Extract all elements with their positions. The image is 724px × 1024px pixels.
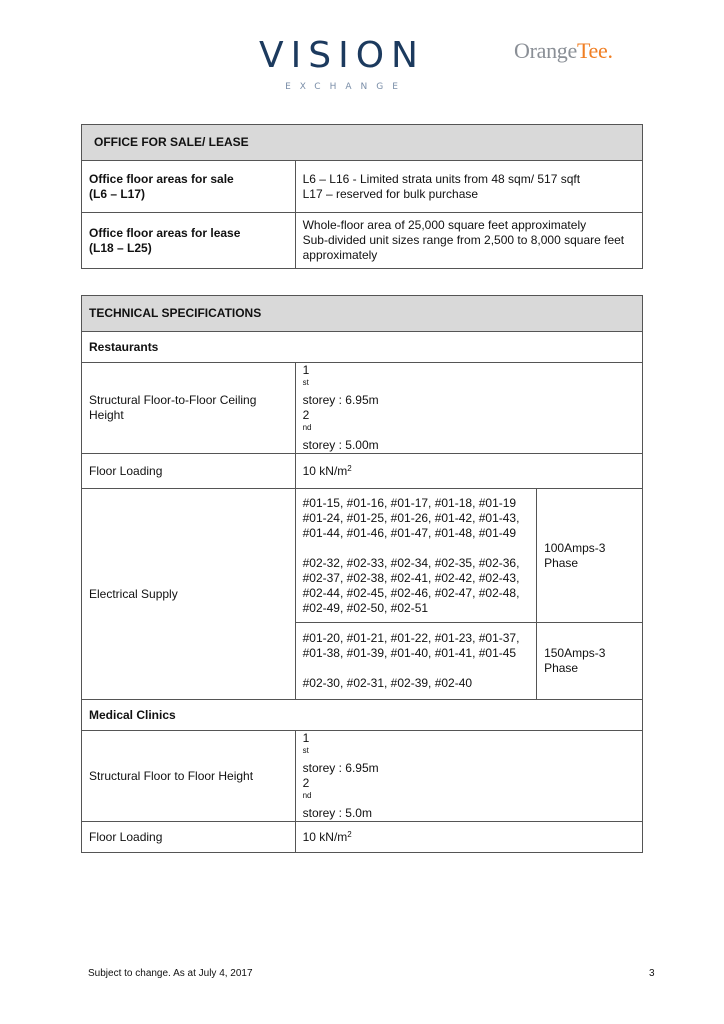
unit-list <box>295 489 536 623</box>
unit-line: #02-37, #02-38, #02-41, #02-42, #02-43, <box>302 570 520 585</box>
technical-specifications-table <box>81 295 643 853</box>
unit-list <box>295 623 536 700</box>
row-label <box>82 363 296 454</box>
table-row <box>82 822 643 853</box>
section-row <box>82 332 643 363</box>
label-line: Structural Floor-to-Floor Ceiling <box>89 393 257 407</box>
value-line: L6 – L16 - Limited strata units from 48 sqm/ 517 sqft <box>302 171 581 186</box>
unit-line: #01-15, #01-16, #01-17, #01-18, #01-19 <box>302 495 517 510</box>
section-title-restaurants: Restaurants <box>82 332 643 363</box>
row-label: Floor Loading <box>82 454 296 489</box>
vision-logo-wordmark: VISION <box>259 35 425 76</box>
amps-value: 150Amps-3 Phase <box>537 623 643 700</box>
section-row <box>82 700 643 731</box>
vision-exchange-logo <box>252 36 432 92</box>
amps-value: 100Amps-3 Phase <box>537 489 643 623</box>
storey-line: 1 $^{st}$ storey : 6.95m <box>302 363 379 407</box>
table-row <box>82 213 643 269</box>
value-line: approximately <box>302 248 378 262</box>
unit-line: #01-20, #01-21, #01-22, #01-23, #01-37, <box>302 631 520 645</box>
unit-line: #02-32, #02-33, #02-34, #02-35, #02-36, <box>302 555 520 570</box>
unit-line: #02-30, #02-31, #02-39, #02-40 <box>302 676 473 690</box>
storey-line: 1 $^{st}$ storey : 6.95m <box>302 731 379 775</box>
section-title-medical-clinics: Medical Clinics <box>82 700 643 731</box>
label-line: Office floor areas for lease <box>89 225 241 240</box>
storey-line: 2 $^{nd}$ storey : 5.00m <box>302 408 379 452</box>
value-line: L17 – reserved for bulk purchase <box>302 186 479 201</box>
unit-line: #01-38, #01-39, #01-40, #01-41, #01-45 <box>302 646 517 660</box>
value-line: Whole-floor area of 25,000 square feet approximately <box>302 218 587 232</box>
orangetee-logo-dot: . <box>607 38 613 63</box>
label-line: (L18 – L25) <box>89 240 152 255</box>
table-header-row <box>82 296 643 332</box>
table-row <box>82 363 643 454</box>
row-label <box>82 161 296 213</box>
row-value <box>295 161 642 213</box>
row-value: 10 $kN/m^2$ <box>295 822 642 853</box>
storey-line: 2 $^{nd}$ storey : 5.0m <box>302 776 372 820</box>
orangetee-logo-part2: Tee <box>576 38 608 63</box>
unit-line: #02-44, #02-45, #02-46, #02-47, #02-48, <box>302 585 520 600</box>
row-value <box>295 731 642 822</box>
row-label: Floor Loading <box>82 822 296 853</box>
label-line: Office floor areas for sale <box>89 171 234 186</box>
table-row <box>82 161 643 213</box>
label-line: Height <box>89 408 124 422</box>
vision-logo-subtitle: EXCHANGE <box>285 82 407 92</box>
office-table-title: OFFICE FOR SALE/ LEASE <box>82 125 643 161</box>
unit-line: #02-49, #02-50, #02-51 <box>302 600 429 615</box>
office-sale-lease-table <box>81 124 643 269</box>
row-value <box>295 213 642 269</box>
electrical-supply-label: Electrical Supply <box>82 489 296 700</box>
orangetee-logo <box>514 38 613 64</box>
value-line: Sub-divided unit sizes range from 2,500 to 8,000 square feet <box>302 233 625 247</box>
table-header-row <box>82 125 643 161</box>
orangetee-logo-part1: Orange <box>514 38 577 63</box>
table-row <box>82 489 643 623</box>
unit-line: #01-24, #01-25, #01-26, #01-42, #01-43, <box>302 510 520 525</box>
table-row <box>82 454 643 489</box>
page-number: 3 <box>649 968 655 979</box>
tech-table-title: TECHNICAL SPECIFICATIONS <box>82 296 643 332</box>
row-value <box>295 363 642 454</box>
unit-line: #01-44, #01-46, #01-47, #01-48, #01-49 <box>302 525 517 540</box>
footer-note: Subject to change. As at July 4, 2017 <box>88 968 253 979</box>
row-label <box>82 213 296 269</box>
row-label: Structural Floor to Floor Height <box>82 731 296 822</box>
label-line: (L6 – L17) <box>89 186 146 201</box>
row-value: 10 $kN/m^2$ <box>295 454 642 489</box>
table-row <box>82 731 643 822</box>
